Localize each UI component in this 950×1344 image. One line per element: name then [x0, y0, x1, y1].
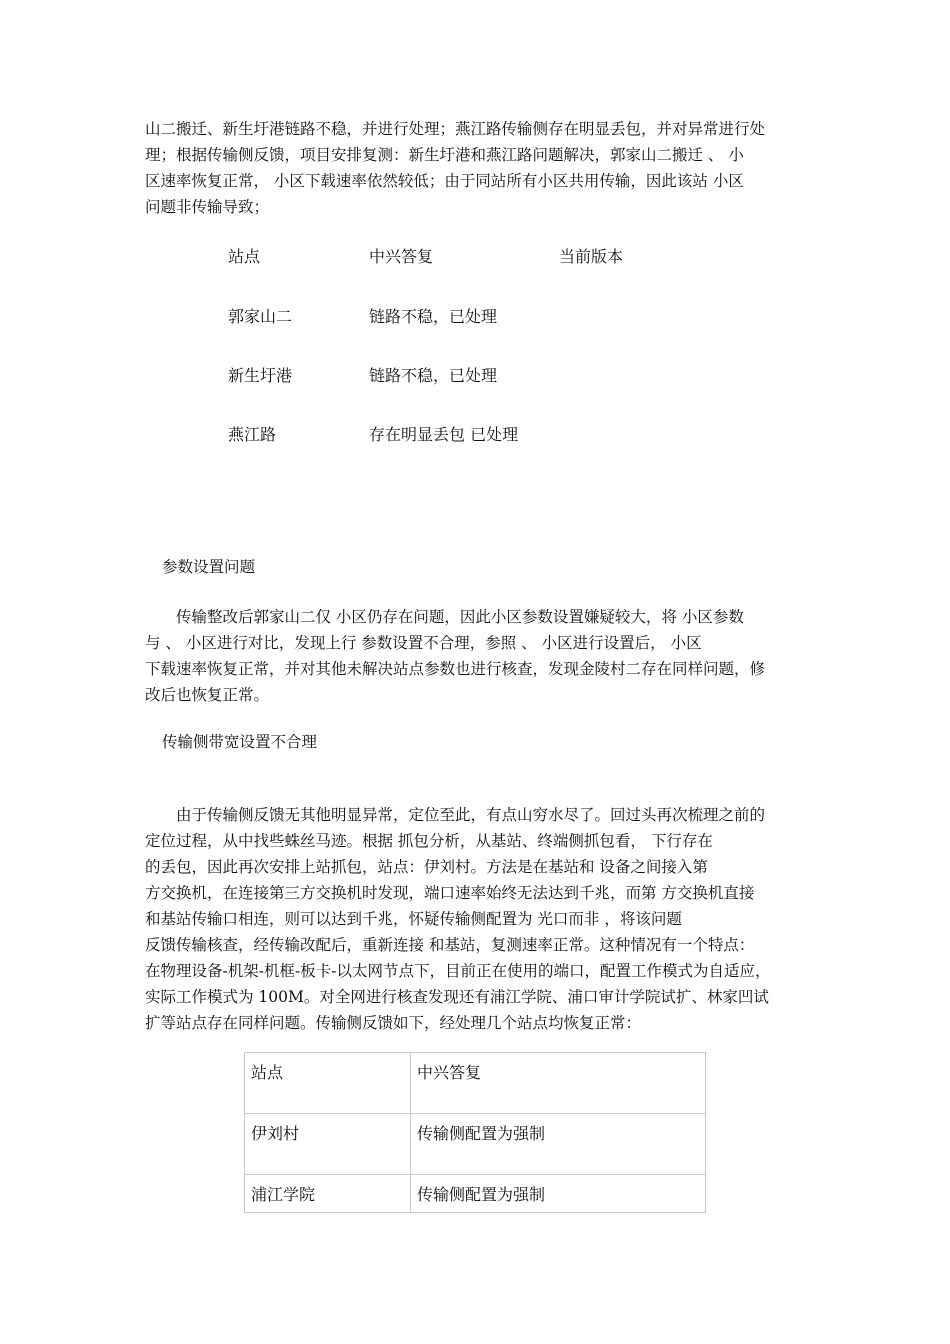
header-site: 站点 — [228, 247, 261, 266]
table-header-row — [245, 1053, 706, 1114]
section2-line: 的丢包，因此再次安排上站抓包，站点：伊刘村。方法是在基站和 设备之间接入第 — [145, 858, 708, 876]
section2-line: 和基站传输口相连，则可以达到千兆，怀疑传输侧配置为 光口而非 ，将该问题 — [145, 910, 682, 928]
cell-reply: 链路不稳，已处理 — [369, 307, 498, 326]
section2-line: 反馈传输核查，经传输改配后，重新连接 和基站，复测速率正常。这种情况有一个特点： — [145, 936, 755, 954]
cell-reply: 链路不稳，已处理 — [369, 366, 498, 385]
intro-line: 问题非传输导致； — [145, 198, 270, 216]
cell-reply: 传输侧配置为强制 — [411, 1175, 706, 1213]
section-title-parameters: 参数设置问题 — [162, 558, 256, 576]
cell-site: 郭家山二 — [228, 307, 293, 326]
section2-line: 扩等站点存在同样问题。传输侧反馈如下，经处理几个站点均恢复正常： — [145, 1014, 642, 1032]
header-site: 站点 — [245, 1053, 411, 1114]
cell-reply: 存在明显丢包 已处理 — [369, 425, 519, 444]
section2-line: 实际工作模式为 100M。对全网进行核查发现还有浦江学院、浦口审计学院试扩、林家凹试 — [145, 988, 769, 1006]
section1-line: 改后也恢复正常。 — [145, 686, 270, 704]
section2-line: 由于传输侧反馈无其他明显异常，定位至此，有点山穷水尽了。回过头再次梳理之前的 — [176, 806, 766, 824]
table-row — [245, 1175, 706, 1213]
section1-line: 与 、 小区进行对比，发现上行 参数设置不合理，参照 、 小区进行设置后， 小区 — [145, 634, 702, 652]
table-row — [245, 1114, 706, 1175]
section1-line: 传输整改后郭家山二仅 小区仍存在问题，因此小区参数设置嫌疑较大，将 小区参数 — [176, 608, 744, 626]
transport-config-table — [244, 1052, 706, 1213]
cell-site: 新生圩港 — [228, 366, 293, 385]
header-version: 当前版本 — [559, 247, 624, 266]
cell-reply: 传输侧配置为强制 — [411, 1114, 706, 1175]
section1-paragraph — [145, 604, 808, 708]
intro-line: 区速率恢复正常， 小区下载速率依然较低；由于同站所有小区共用传输，因此该站 小区 — [145, 172, 744, 190]
intro-line: 理；根据传输侧反馈，项目安排复测：新生圩港和燕江路问题解决，郭家山二搬迁 、 小 — [145, 146, 744, 164]
intro-line: 山二搬迁、新生圩港链路不稳，并进行处理；燕江路传输侧存在明显丢包，并对异常进行处 — [145, 120, 766, 138]
header-reply: 中兴答复 — [369, 247, 434, 266]
cell-site: 伊刘村 — [245, 1114, 411, 1175]
header-reply: 中兴答复 — [411, 1053, 706, 1114]
section2-paragraph — [145, 802, 808, 1036]
intro-paragraph — [145, 116, 808, 220]
section-title-bandwidth: 传输侧带宽设置不合理 — [162, 733, 318, 751]
section2-line: 方交换机，在连接第三方交换机时发现，端口速率始终无法达到千兆，而第 方交换机直接 — [145, 884, 755, 902]
cell-site: 浦江学院 — [245, 1175, 411, 1213]
section2-line: 在物理设备-机架-机框-板卡-以太网节点下，目前正在使用的端口，配置工作模式为自适应， — [145, 962, 771, 980]
section1-line: 下载速率恢复正常，并对其他未解决站点参数也进行核查，发现金陵村二存在同样问题，修 — [145, 660, 766, 678]
section2-line: 定位过程，从中找些蛛丝马迹。根据 抓包分析，从基站、终端侧抓包看， 下行存在 — [145, 832, 713, 850]
cell-site: 燕江路 — [228, 425, 277, 444]
